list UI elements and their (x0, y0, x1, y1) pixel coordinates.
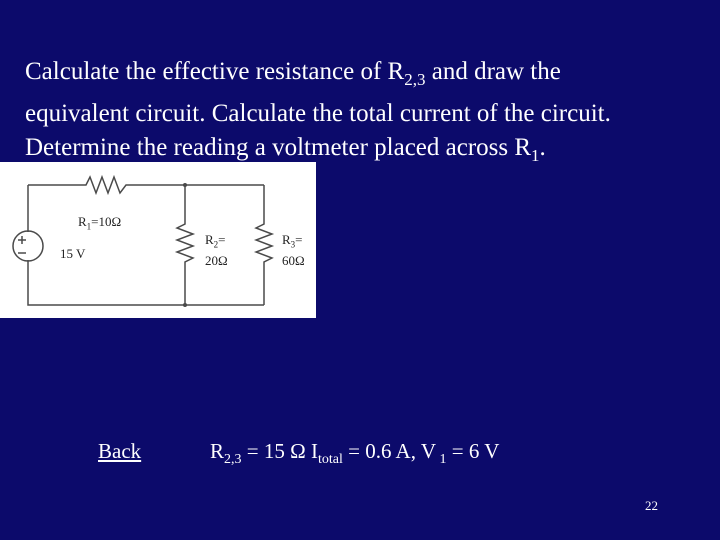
r2-resistor (177, 185, 193, 305)
voltage-source-icon (13, 231, 43, 261)
r1-label: $R_1=10\Omega$ (78, 214, 122, 232)
back-link[interactable]: Back (98, 439, 142, 463)
page-number: 22 (645, 498, 658, 513)
circuit-wires (0, 162, 316, 318)
question-text: Calculate the effective resistance of $R_{2,3}$ and draw the equivalent circuit. Calculate the total current of the circuit. Determine the reading a voltmeter placed across $R_1$. (25, 58, 611, 165)
source-label: 15 V (60, 246, 86, 261)
r3-resistor (256, 185, 272, 305)
answer-text: $R_{2,3} = 15$ Ω $I_{total} = 0.6$ A, V $_1$ = 6 V (210, 439, 500, 468)
r2-label: $R_2=$ 20Ω (205, 232, 228, 268)
r3-label: $R_3=$ 60Ω (282, 232, 305, 268)
circuit-diagram (0, 162, 316, 318)
r1-resistor (28, 177, 264, 193)
